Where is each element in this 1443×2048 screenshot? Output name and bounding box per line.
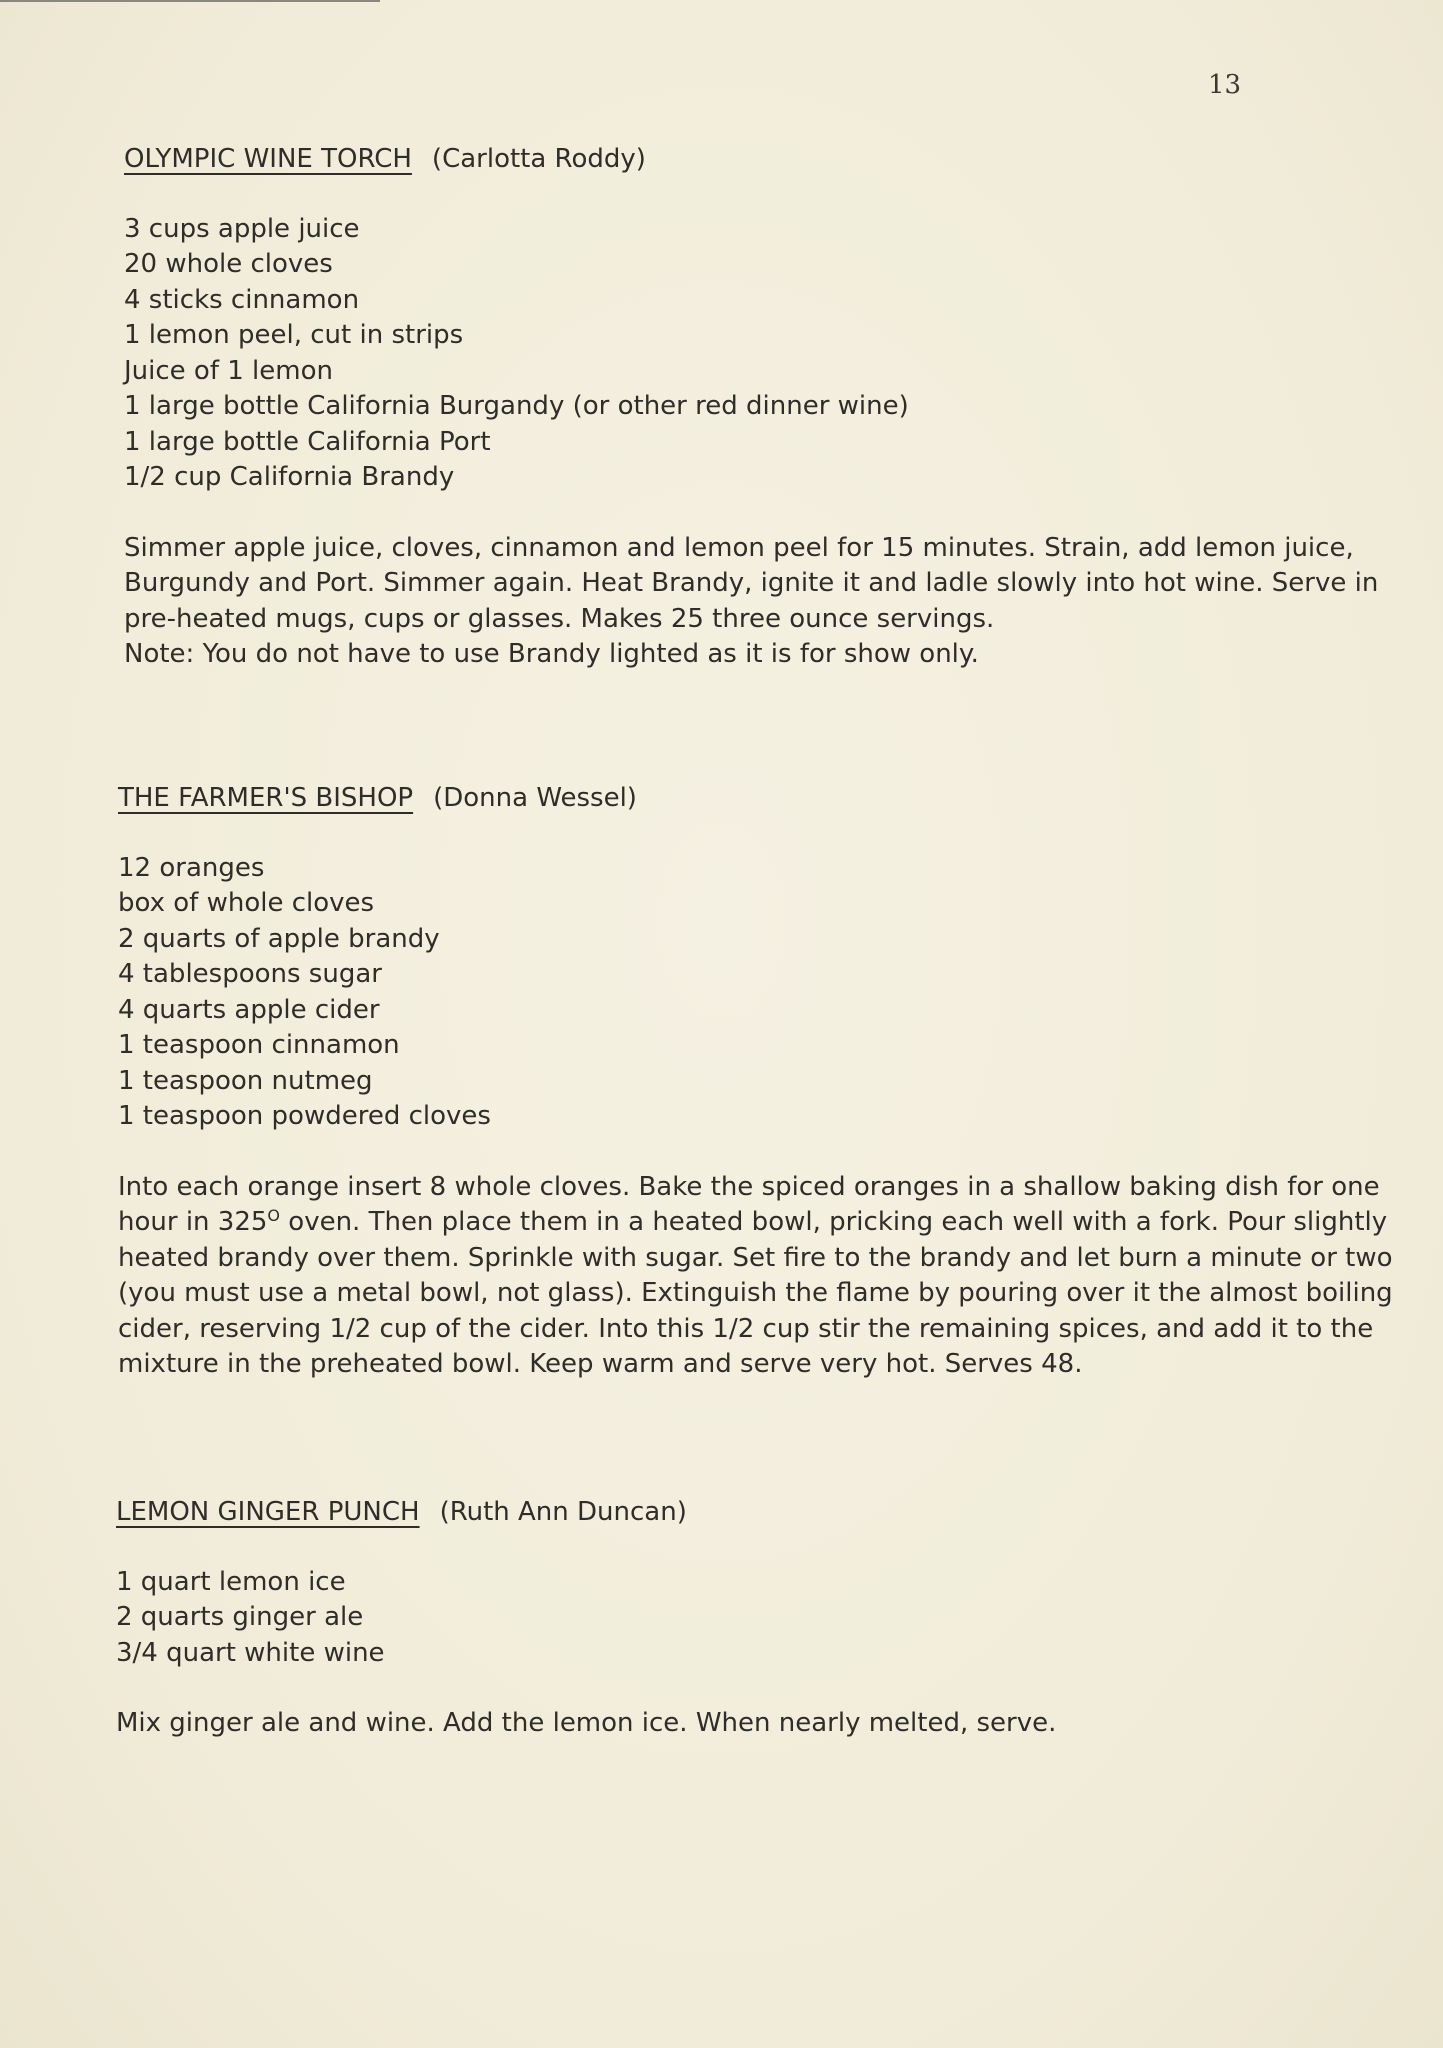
directions-text-part: Into each orange insert 8 whole cloves. Bake the spiced oranges in a shallow baking dish for one hour in 325 (118, 1171, 1380, 1237)
degree-mark: O (267, 1206, 281, 1225)
recipe-title-line (124, 142, 1434, 178)
ingredient-item: 2 quarts of apple brandy (118, 923, 440, 954)
ingredient-item: 1 lemon peel, cut in strips (124, 320, 464, 350)
ingredient-item: 3 cups apple juice (124, 213, 360, 244)
directions-text-part: oven. Then place them in a heated bowl, pricking each well with a fork. Pour slightly heated brandy over them. Sprinkle with sugar. Set fire to the brandy and let burn a minute or two (you must use a metal bowl, not glass). Extinguish the flame by pouring over it the almost boiling cider, reserving 1/2 cup of the cider. Into this 1/2 cup stir the remaining spices, and add it to the mixture in the preheated bowl. Keep warm and serve very hot. Serves 48. (118, 1207, 1393, 1379)
recipe-title-line (116, 1495, 1426, 1531)
recipe-directions (124, 531, 1434, 673)
recipe-directions (118, 1170, 1428, 1383)
recipe-the-farmers-bishop (118, 781, 1428, 1383)
ingredient-item: 4 tablespoons sugar (118, 959, 382, 989)
ingredient-item: 1 teaspoon powdered cloves (118, 1101, 491, 1131)
ingredient-item: 3/4 quart white wine (116, 1637, 385, 1668)
ingredient-item: 4 sticks cinnamon (124, 284, 360, 315)
ingredient-item: 1 teaspoon nutmeg (118, 1065, 373, 1096)
recipe-title: LEMON GINGER PUNCH (116, 1497, 420, 1527)
recipe-olympic-wine-torch (124, 142, 1434, 673)
directions-text: Mix ginger ale and wine. Add the lemon ice. When nearly melted, serve. (116, 1708, 1057, 1738)
recipe-contributor: (Ruth Ann Duncan) (439, 1497, 687, 1527)
recipe-directions (116, 1706, 1426, 1742)
ingredient-item: 4 quarts apple cider (118, 994, 380, 1025)
top-edge-line (0, 0, 380, 2)
recipe-title: OLYMPIC WINE TORCH (124, 144, 412, 174)
ingredient-item: 12 oranges (118, 852, 265, 883)
ingredient-list (124, 212, 1434, 496)
recipe-title: THE FARMER'S BISHOP (118, 783, 414, 813)
recipe-contributor: (Donna Wessel) (433, 783, 637, 813)
ingredient-item: 1 large bottle California Burgandy (or other red dinner wine) (124, 391, 909, 421)
ingredient-item: 1/2 cup California Brandy (124, 462, 455, 492)
recipe-note: Note: You do not have to use Brandy lighted as it is for show only. (124, 639, 979, 669)
ingredient-list (116, 1565, 1426, 1672)
ingredient-item: 1 teaspoon cinnamon (118, 1030, 400, 1060)
directions-text (118, 1170, 1428, 1383)
ingredient-item: 1 quart lemon ice (116, 1566, 346, 1597)
recipe-lemon-ginger-punch (116, 1495, 1426, 1742)
directions-text: Simmer apple juice, cloves, cinnamon and lemon peel for 15 minutes. Strain, add lemon juice, Burgundy and Port. Simmer again. Heat Brandy, ignite it and ladle slowly into hot wine. Serve in pre-heated mugs, cups or glasses. Makes 25 three ounce servings. (124, 532, 1379, 634)
ingredient-list (118, 851, 1428, 1135)
recipe-contributor: (Carlotta Roddy) (431, 144, 646, 174)
ingredient-item: 2 quarts ginger ale (116, 1602, 364, 1632)
ingredient-item: 1 large bottle California Port (124, 426, 491, 457)
ingredient-item: 20 whole cloves (124, 249, 333, 279)
page-number: 13 (1208, 70, 1242, 100)
ingredient-item: Juice of 1 lemon (124, 355, 333, 386)
ingredient-item: box of whole cloves (118, 888, 375, 918)
recipe-title-line (118, 781, 1428, 817)
